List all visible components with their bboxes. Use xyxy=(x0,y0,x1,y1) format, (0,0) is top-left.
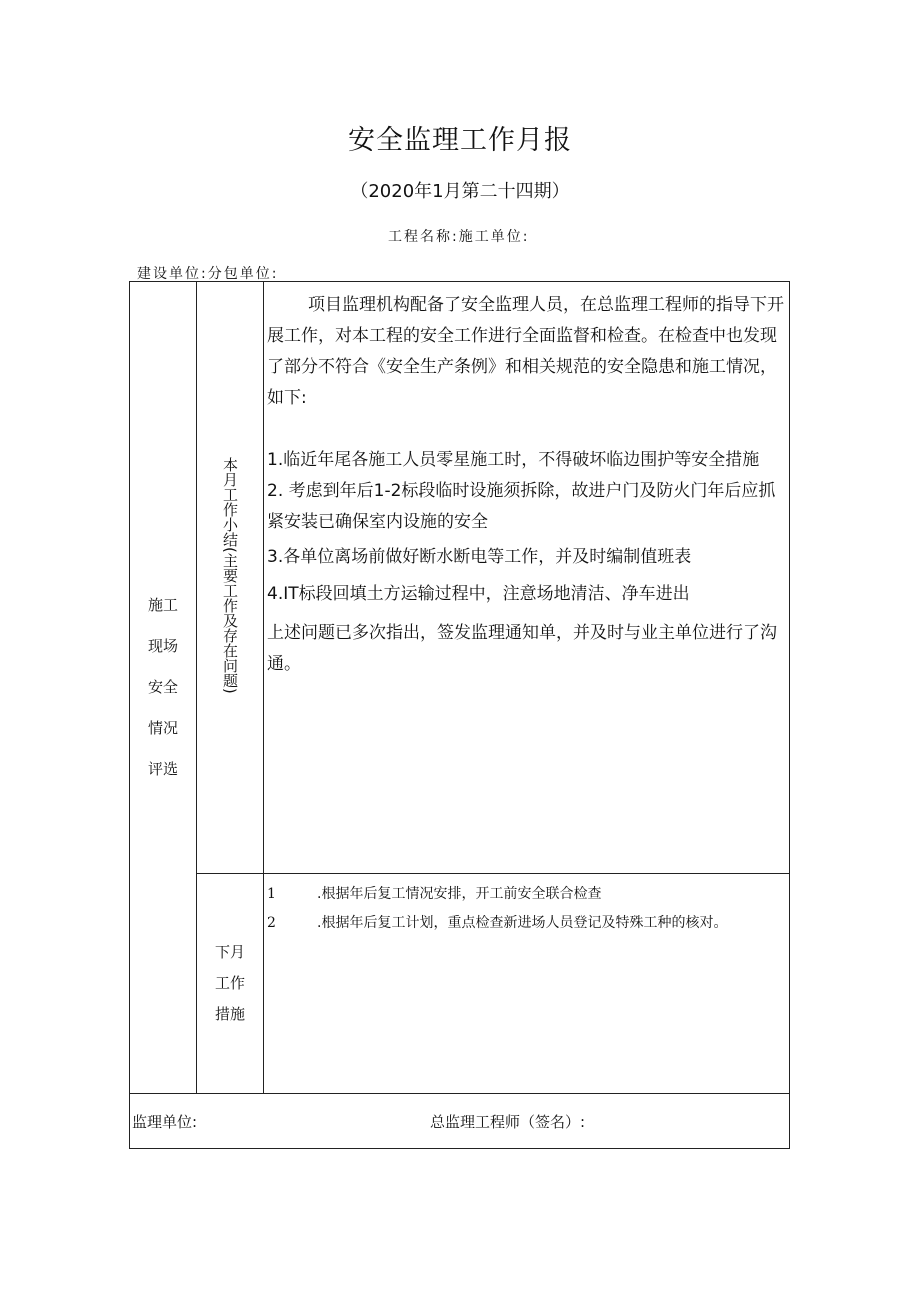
supervision-unit-label: 监理单位: xyxy=(132,1112,198,1131)
issue-item: 3.各单位离场前做好断水断电等工作，并及时编制值班表 xyxy=(267,547,692,567)
issue-item: 2. 考虑到年后1-2标段临时设施须拆除，故进户门及防火门年后应抓紧安装已确保室内设施的安全 xyxy=(267,481,776,532)
category-line: 情况 xyxy=(147,719,178,737)
category-line: 评选 xyxy=(147,760,178,778)
report-table xyxy=(129,281,790,1149)
issue-number: （2020年1月第二十四期） xyxy=(350,181,570,202)
issue-item: 1.临近年尾各施工人员零星施工时，不得破坏临边围护等安全措施 xyxy=(267,450,760,470)
summary-content-cell xyxy=(264,282,790,874)
category-line: 施工 xyxy=(147,596,178,614)
category-line: 现场 xyxy=(147,637,178,655)
summary-label-cell xyxy=(197,282,264,874)
next-label-line: 措施 xyxy=(214,1005,245,1023)
plan-item xyxy=(267,913,785,933)
next-label-line: 下月 xyxy=(214,943,245,961)
plan-item xyxy=(267,884,785,904)
next-label-cell xyxy=(197,874,264,1094)
plan-number: 2 xyxy=(267,915,276,931)
next-plan-cell xyxy=(264,874,790,1094)
summary-conclusion: 上述问题已多次指出，签发监理通知单，并及时与业主单位进行了沟通。 xyxy=(267,623,777,674)
category-cell xyxy=(130,282,197,1094)
plan-number: 1 xyxy=(267,886,276,902)
issue-item: 4.IT标段回填土方运输过程中，注意场地清洁、净车进出 xyxy=(267,584,690,604)
category-line: 安全 xyxy=(147,678,178,696)
unit-line: 建设单位:分包单位: xyxy=(137,266,279,282)
next-label-line: 工作 xyxy=(214,974,245,992)
report-title: 安全监理工作月报 xyxy=(348,125,572,156)
chief-engineer-signature-label: 总监理工程师（签名）: xyxy=(430,1112,586,1131)
summary-intro: 项目监理机构配备了安全监理人员，在总监理工程师的指导下开展工作，对本工程的安全工作进行全面监督和检查。在检查中也发现了部分不符合《安全生产条例》和相关规范的安全隐患和施工情况，如下: xyxy=(267,295,784,408)
next-month-label xyxy=(197,937,263,1030)
signature-row xyxy=(130,1094,790,1149)
project-name-line: 工程名称:施工单位: xyxy=(388,229,530,245)
plan-text: .根据年后复工情况安排，开工前安全联合检查 xyxy=(317,886,602,902)
category-label xyxy=(130,585,196,790)
plan-text: .根据年后复工计划，重点检查新进场人员登记及特殊工种的核对。 xyxy=(317,915,728,931)
summary-label: 本月工作小结(主要工作及存在问题) xyxy=(221,457,239,694)
